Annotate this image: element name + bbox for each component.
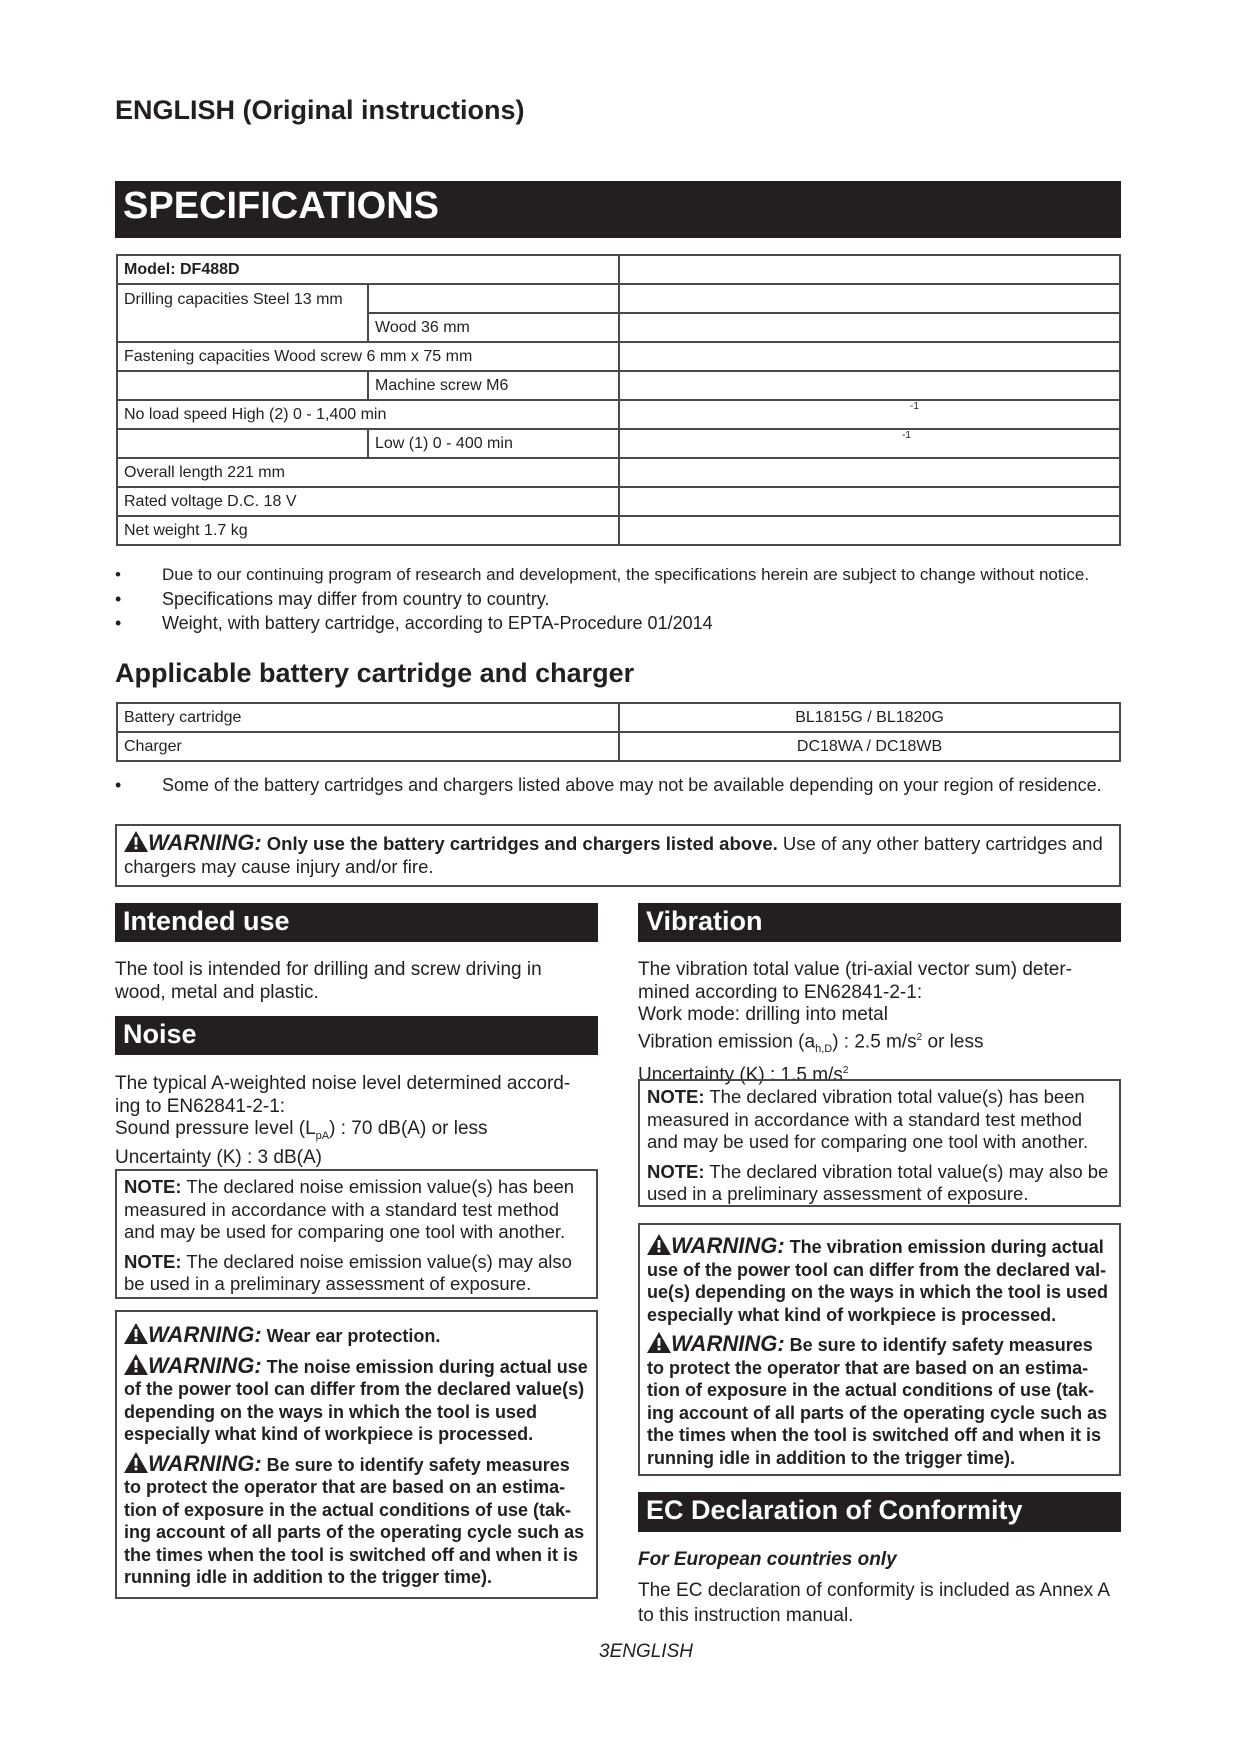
- warning-text: Be sure to identify safety measures to protect the operator that are based on an estima-tion of exposure in the actual conditions of use (tak-ing account of all parts of the operating cycle such as the times when the tool is switched off and when it is running idle in addition to the trigger time).: [124, 1454, 585, 1587]
- vibration-intro: The vibration total value (tri-axial vector sum) deter-mined according to EN62841-2-1:: [638, 959, 1072, 1003]
- spec-notes: [115, 563, 1125, 635]
- warning-text: The noise emission during actual use of the power tool can differ from the declared value(s) depending on the ways in which the tool is used especially what kind of workpiece is processed.: [124, 1356, 588, 1444]
- charger-label: Charger: [117, 732, 619, 761]
- text: ) : 70 dB(A) or less: [329, 1118, 488, 1139]
- drilling-wood: Wood 36 mm: [368, 313, 619, 342]
- spec-note: Specifications may differ from country to country.: [162, 589, 550, 609]
- vibration-note-box: [638, 1079, 1121, 1207]
- text: Vibration emission (a: [638, 1030, 816, 1052]
- text: or less: [922, 1030, 984, 1052]
- page-footer: 3ENGLISH: [599, 1641, 693, 1662]
- net-weight: Net weight 1.7 kg: [117, 516, 619, 545]
- fastening-machine-screw: Machine screw M6: [368, 371, 619, 400]
- warning-text: Use of any other battery cartridges and chargers may cause injury and/or fire.: [124, 833, 1103, 877]
- warning-text: The vibration emission during actual use of the power tool can differ from the declared val-ue(s) depending on the ways in which the tool is used especially what kind of workpiece is processed.: [647, 1237, 1109, 1325]
- noise-intro: The typical A-weighted noise level determined accord-ing to EN62841-2-1:: [115, 1073, 571, 1117]
- bullet: •: [115, 589, 122, 609]
- warning-label: WARNING:: [148, 1352, 262, 1378]
- noise-uncertainty: Uncertainty (K) : 3 dB(A): [115, 1147, 322, 1169]
- warning-triangle-icon: [124, 1452, 148, 1473]
- spec-note: Due to our continuing program of research and development, the specifications herein are subject to change without notice.: [162, 565, 1090, 584]
- bullet: •: [115, 613, 122, 633]
- ec-text: The EC declaration of conformity is included as Annex A to this instruction manual.: [638, 1580, 1110, 1626]
- vibration-title: Vibration: [638, 903, 1121, 942]
- sound-pressure: [115, 1118, 595, 1147]
- warning-label: WARNING:: [671, 1331, 785, 1356]
- noise-warning-box: [115, 1310, 598, 1599]
- warning-text: Be sure to identify safety measures to protect the operator that are based on an estima-tion of exposure in the actual conditions of use (tak-ing account of all parts of the operating cycle such as the times when the tool is switched off and when it is running idle in addition to the trigger time).: [647, 1335, 1108, 1468]
- subscript: pA: [315, 1129, 330, 1142]
- warning-triangle-icon: [124, 1354, 148, 1375]
- warning-label: WARNING:: [148, 1322, 262, 1347]
- rated-voltage: Rated voltage D.C. 18 V: [117, 487, 619, 516]
- battery-heading: Applicable battery cartridge and charger: [115, 658, 635, 688]
- superscript: 2: [916, 1031, 923, 1043]
- vibration-warning-box: [638, 1223, 1121, 1476]
- noise-text: [115, 1073, 595, 1170]
- note-label: NOTE:: [124, 1176, 182, 1197]
- fastening-wood-screw: Fastening capacities Wood screw 6 mm x 75 mm: [117, 342, 619, 371]
- language-header: ENGLISH (Original instructions): [115, 95, 525, 125]
- warning-triangle-icon: [647, 1234, 671, 1255]
- speed-high: No load speed High (2) 0 - 1,400 min: [117, 400, 619, 429]
- warning-triangle-icon: [124, 1323, 148, 1344]
- overall-length: Overall length 221 mm: [117, 458, 619, 487]
- superscript: -1: [910, 401, 919, 412]
- ec-subtitle: For European countries only: [638, 1549, 897, 1570]
- warning-bold: Only use the battery cartridges and chargers listed above.: [266, 833, 778, 854]
- specifications-title: SPECIFICATIONS: [115, 181, 1121, 238]
- work-mode: Work mode: drilling into metal: [638, 1004, 888, 1025]
- warning-triangle-icon: [124, 831, 148, 852]
- note-label: NOTE:: [124, 1250, 182, 1272]
- text: Uncertainty (K) : 1.5 m/s: [638, 1064, 843, 1086]
- note-text: The declared vibration total value(s) may also be used in a preliminary assessment of exposure.: [647, 1160, 1109, 1204]
- specifications-table: [116, 254, 1121, 546]
- battery-warning: [115, 824, 1121, 887]
- note-text: The declared noise emission value(s) may also be used in a preliminary assessment of exposure.: [124, 1250, 572, 1294]
- text: ) : 2.5 m/s: [832, 1030, 917, 1052]
- warning-label: WARNING:: [671, 1233, 785, 1258]
- note-text: The declared noise emission value(s) has been measured in accordance with a standard test method and may be used for comparing one tool with another.: [124, 1176, 575, 1242]
- charger-value: DC18WA / DC18WB: [619, 732, 1120, 761]
- intended-use-title: Intended use: [115, 903, 598, 942]
- warning-triangle-icon: [647, 1332, 671, 1353]
- noise-note-box: [115, 1169, 598, 1299]
- bullet: •: [115, 565, 121, 584]
- vibration-text: [638, 959, 1118, 1087]
- vibration-emission: [638, 1027, 1118, 1061]
- speed-low: Low (1) 0 - 400 min: [368, 429, 619, 458]
- superscript: -1: [902, 430, 911, 441]
- drilling-steel: Drilling capacities Steel 13 mm: [117, 284, 368, 342]
- superscript: 2: [842, 1065, 849, 1077]
- note-text: The declared vibration total value(s) has been measured in accordance with a standard test method and may be used for comparing one tool with another.: [647, 1086, 1089, 1152]
- bullet: •: [115, 775, 122, 795]
- subscript: h,D: [815, 1042, 833, 1055]
- ec-declaration-title: EC Declaration of Conformity: [638, 1492, 1121, 1532]
- warning-label: WARNING:: [148, 1450, 262, 1476]
- model-cell: Model: DF488D: [117, 255, 619, 284]
- battery-value: BL1815G / BL1820G: [619, 703, 1120, 732]
- note-label: NOTE:: [647, 1160, 705, 1182]
- spec-note: Weight, with battery cartridge, according to EPTA-Procedure 01/2014: [162, 613, 713, 633]
- text: Sound pressure level (L: [115, 1118, 316, 1139]
- battery-table: [116, 702, 1121, 762]
- warning-text: Wear ear protection.: [261, 1326, 441, 1346]
- battery-label: Battery cartridge: [117, 703, 619, 732]
- noise-title: Noise: [115, 1016, 598, 1055]
- battery-note: Some of the battery cartridges and chargers listed above may not be available depending on your region of residence.: [162, 775, 1102, 795]
- note-label: NOTE:: [647, 1086, 705, 1107]
- warning-label: WARNING:: [148, 830, 262, 855]
- intended-use-text: The tool is intended for drilling and screw driving in wood, metal and plastic.: [115, 959, 542, 1003]
